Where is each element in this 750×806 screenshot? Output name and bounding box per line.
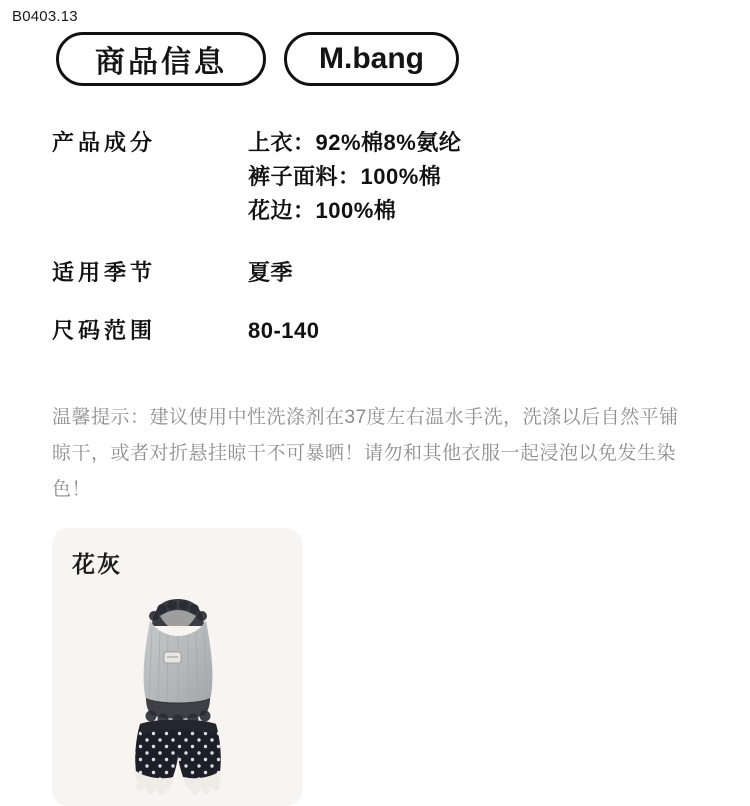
- spec-row-composition: [52, 126, 692, 228]
- spec-value-line: 上衣：92%棉8%氨纶: [248, 130, 462, 155]
- spec-label: 尺码范围: [52, 318, 157, 343]
- spec-list: [52, 126, 692, 372]
- spec-label: 适用季节: [52, 260, 157, 285]
- spec-value: [248, 314, 320, 348]
- spec-row-season: [52, 256, 692, 290]
- spec-value-line: 裤子面料：100%棉: [248, 164, 442, 189]
- spec-label: 产品成分: [52, 130, 157, 155]
- page-title: 商品信息: [56, 32, 266, 86]
- spec-value: [248, 256, 293, 290]
- header: [56, 32, 459, 86]
- product-photo-card: [52, 528, 302, 806]
- spec-value: [248, 126, 461, 228]
- color-label: 花灰: [72, 551, 122, 577]
- spec-value-line: 夏季: [248, 260, 294, 285]
- sku-code: B0403.13: [12, 8, 78, 25]
- spec-value-line: 80-140: [248, 318, 320, 343]
- spec-row-size-range: [52, 314, 692, 348]
- brand-badge: M.bang: [284, 32, 459, 86]
- care-note: 温馨提示：建议使用中性洗涤剂在37度左右温水手洗，洗涤以后自然平铺晾干，或者对折悬挂晾干不可暴晒！请勿和其他衣服一起浸泡以免发生染色！: [52, 407, 679, 500]
- spec-value-line: 花边：100%棉: [248, 198, 397, 223]
